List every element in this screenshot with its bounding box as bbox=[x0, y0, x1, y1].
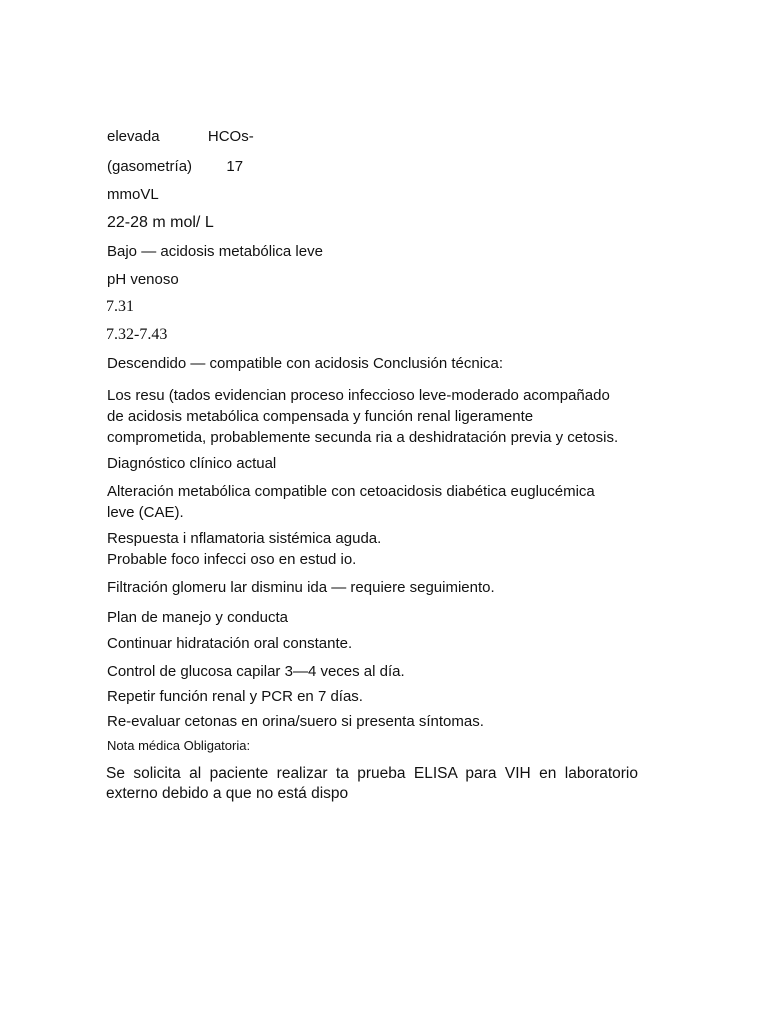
conclusion-paragraph bbox=[107, 385, 647, 448]
value-ph: 7.31 bbox=[106, 298, 134, 315]
value-hco3: 17 bbox=[226, 158, 244, 175]
text-hco3: HCOs- bbox=[207, 128, 254, 145]
heading-diagnosis: Diagnóstico clínico actual bbox=[107, 455, 277, 472]
row-gasometria bbox=[107, 158, 243, 176]
note-line: Se solicita al paciente realizar ta prueba ELISA para VIH en laboratorio bbox=[106, 765, 638, 782]
note-line: externo debido a que no está dispo bbox=[106, 785, 349, 802]
plan-item: Re-evaluar cetonas en orina/suero si presenta síntomas. bbox=[107, 713, 484, 730]
text-ph-label: pH venoso bbox=[107, 271, 179, 288]
text-ph-reference: 7.32-7.43 bbox=[106, 326, 168, 343]
row-hco3-label bbox=[107, 128, 254, 146]
diagnosis-line: Alteración metabólica compatible con cetoacidosis diabética euglucémica bbox=[107, 483, 595, 500]
note-paragraph bbox=[106, 764, 638, 804]
diagnosis-item-1 bbox=[107, 481, 647, 523]
diagnosis-line: leve (CAE). bbox=[107, 504, 184, 521]
diagnosis-line: Probable foco infecci oso en estud io. bbox=[107, 551, 357, 568]
conclusion-line: Los resu (tados evidencian proceso infeccioso leve-moderado acompañado bbox=[107, 387, 610, 404]
plan-item: Repetir función renal y PCR en 7 días. bbox=[107, 688, 363, 705]
text-interpretation-ph: Descendido — compatible con acidosis Conclusión técnica: bbox=[107, 355, 504, 372]
diagnosis-item-2 bbox=[107, 528, 647, 570]
text-reference-range: 22-28 m mol/ L bbox=[107, 214, 214, 231]
text-unit: mmoVL bbox=[107, 186, 159, 203]
plan-item: Continuar hidratación oral constante. bbox=[107, 635, 353, 652]
conclusion-line: de acidosis metabólica compensada y función renal ligeramente bbox=[107, 408, 534, 425]
heading-plan: Plan de manejo y conducta bbox=[107, 609, 288, 626]
plan-item: Control de glucosa capilar 3—4 veces al día. bbox=[107, 663, 405, 680]
conclusion-line: comprometida, probablemente secunda ria a deshidratación previa y cetosis. bbox=[107, 429, 619, 446]
diagnosis-item-3: Filtración glomeru lar disminu ida — requiere seguimiento. bbox=[107, 579, 495, 596]
diagnosis-line: Respuesta i nflamatoria sistémica aguda. bbox=[107, 530, 382, 547]
text-gasometria: (gasometría) bbox=[107, 158, 193, 175]
text-interpretation-hco3: Bajo — acidosis metabólica leve bbox=[107, 243, 323, 260]
heading-note: Nota médica Obligatoria: bbox=[107, 738, 251, 753]
text-elevada: elevada bbox=[107, 128, 160, 145]
